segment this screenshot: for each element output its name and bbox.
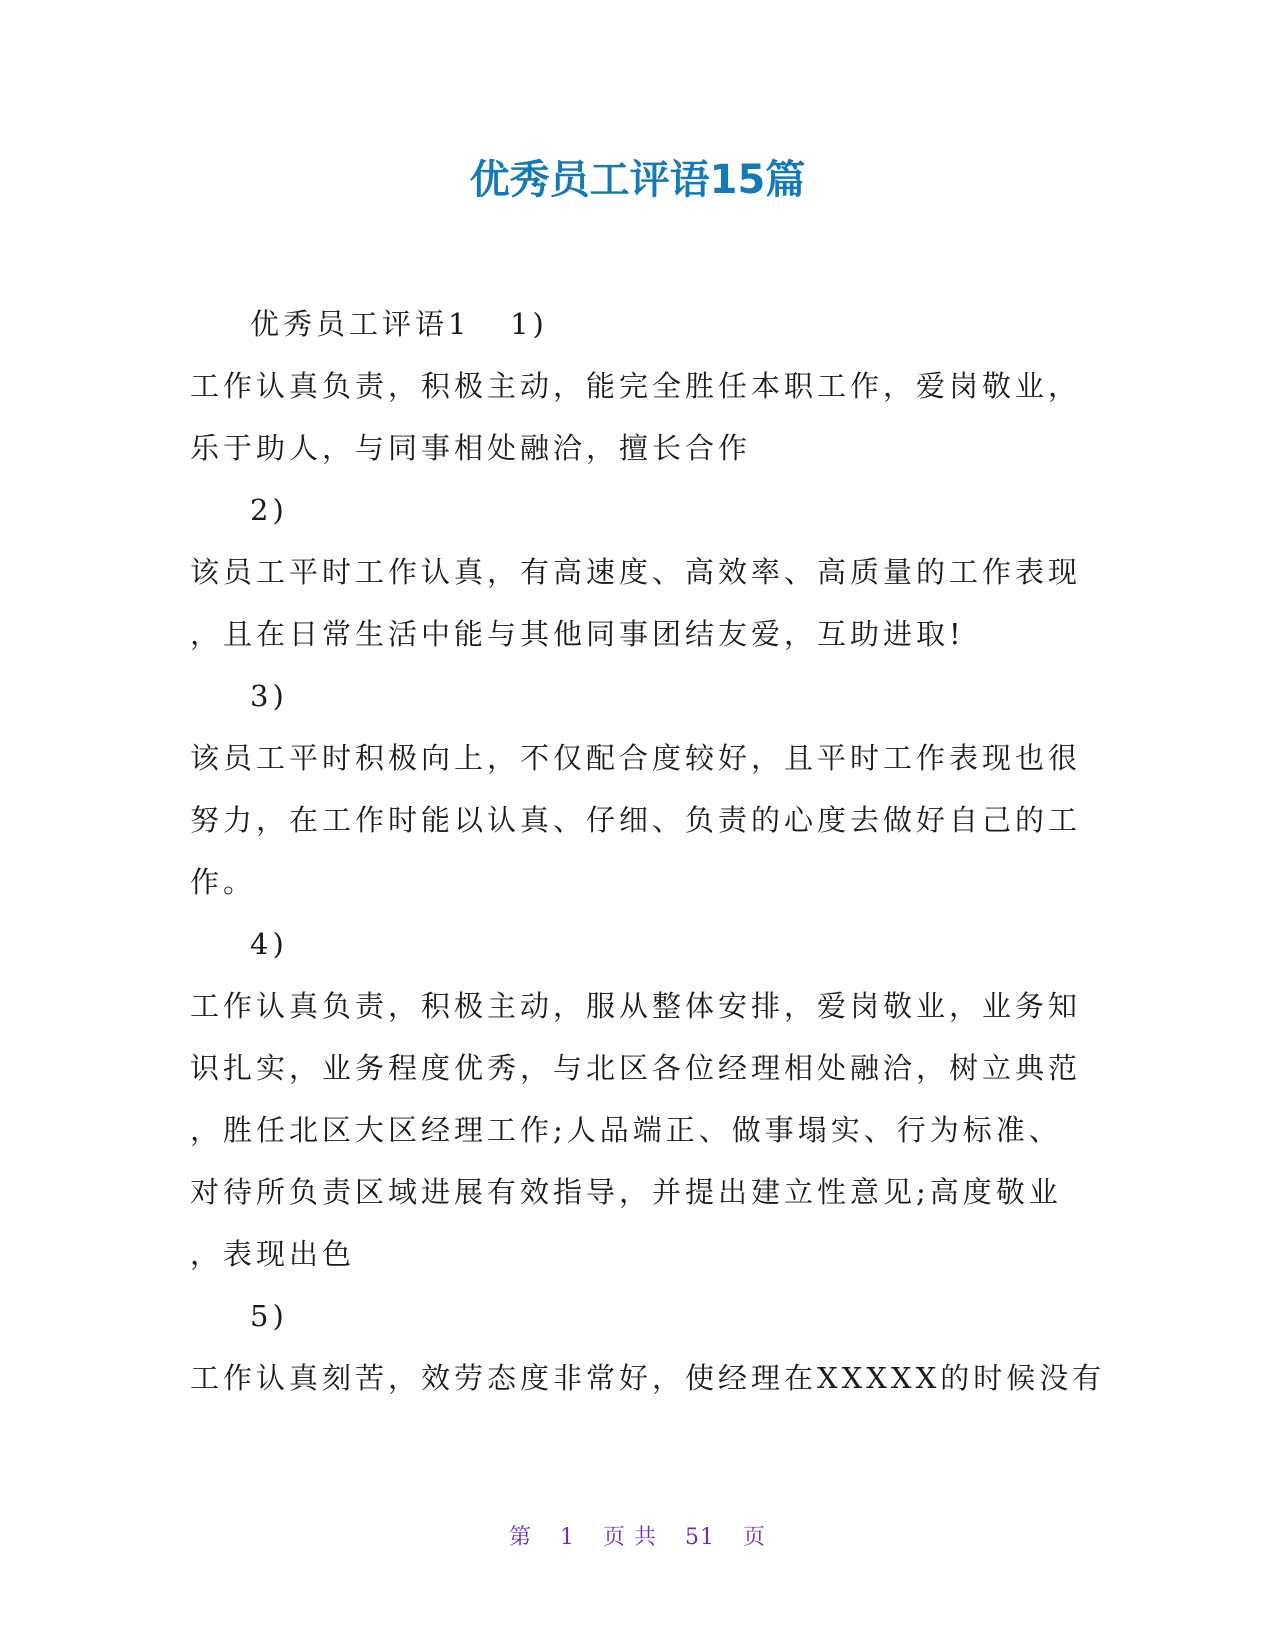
body-line: ，胜任北区大区经理工作;人品端正、做事塌实、行为标准、 [190, 1113, 1062, 1147]
page-footer [0, 1523, 1275, 1553]
body-line: ，表现出色 [190, 1237, 356, 1271]
document-body [190, 293, 1106, 1409]
footer-suffix: 页 [743, 1525, 767, 1550]
body-line: 努力，在工作时能以认真、仔细、负责的心度去做好自己的工 [190, 803, 1082, 837]
footer-middle: 页 共 [603, 1525, 657, 1550]
body-line: 识扎实，业务程度优秀，与北区各位经理相处融洽，树立典范 [190, 1051, 1082, 1085]
body-line: 工作认真负责，积极主动，服从整体安排，爱岗敬业，业务知 [190, 989, 1082, 1023]
item-number: 4) [250, 927, 288, 961]
body-line: 该员工平时工作认真，有高速度、高效率、高质量的工作表现 [190, 555, 1082, 589]
footer-prefix: 第 [508, 1525, 532, 1550]
body-line: 乐于助人，与同事相处融洽，擅长合作 [190, 431, 752, 465]
body-line: 工作认真刻苦，效劳态度非常好，使经理在XXXXX的时候没有 [190, 1361, 1106, 1395]
item-number: 5) [250, 1299, 288, 1333]
current-page-number: 1 [560, 1525, 575, 1550]
body-line: 该员工平时积极向上，不仅配合度较好，且平时工作表现也很 [190, 741, 1082, 775]
section-heading: 优秀员工评语1 1) [250, 307, 548, 341]
body-line: 工作认真负责，积极主动，能完全胜任本职工作，爱岗敬业， [190, 369, 1082, 403]
page-title: 优秀员工评语15篇 [469, 157, 806, 203]
item-number: 2) [250, 493, 288, 527]
item-number: 3) [250, 679, 288, 713]
body-line: ，且在日常生活中能与其他同事团结友爱，互助进取! [190, 617, 965, 651]
body-line: 对待所负责区域进展有效指导，并提出建立性意见;高度敬业 [190, 1175, 1062, 1209]
body-lines [190, 355, 1106, 1409]
body-line: 作。 [190, 865, 257, 899]
total-page-count: 51 [685, 1525, 715, 1550]
